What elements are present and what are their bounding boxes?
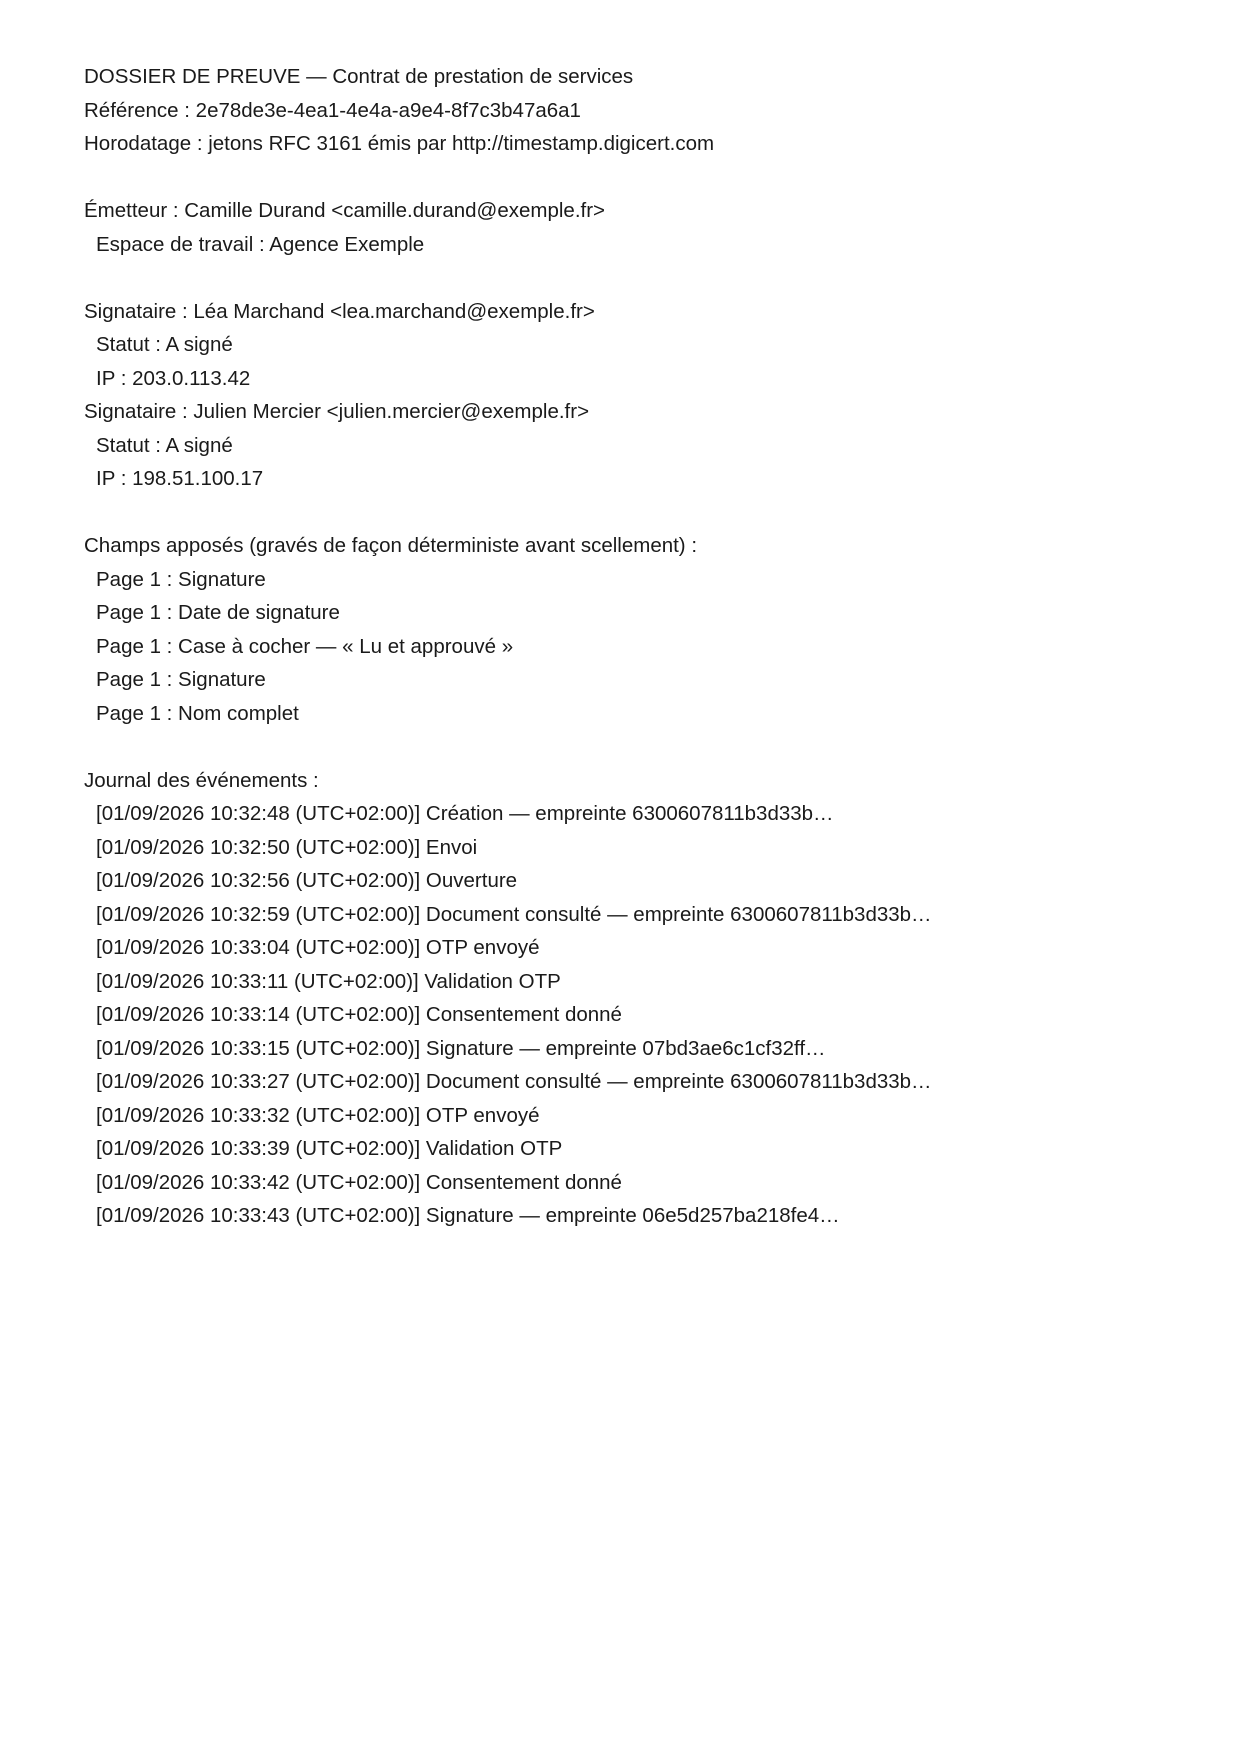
journal-event: [01/09/2026 10:32:56 (UTC+02:00)] Ouverture (96, 869, 518, 892)
signatory-block (84, 395, 1184, 496)
document-title: DOSSIER DE PREUVE — Contrat de prestation de services (84, 65, 634, 88)
journal-event: [01/09/2026 10:33:43 (UTC+02:00)] Signature — empreinte 06e5d257ba218fe4… (96, 1204, 840, 1227)
journal-event: [01/09/2026 10:33:14 (UTC+02:00)] Consentement donné (96, 1003, 622, 1026)
issuer-line: Émetteur : Camille Durand <camille.durand@exemple.fr> (84, 199, 606, 222)
field-item: Page 1 : Signature (96, 668, 266, 691)
fields-list (84, 563, 1184, 731)
journal-event: [01/09/2026 10:33:27 (UTC+02:00)] Document consulté — empreinte 6300607811b3d33b… (96, 1070, 932, 1093)
fields-heading: Champs apposés (gravés de façon déterministe avant scellement) : (84, 534, 698, 557)
journal-event: [01/09/2026 10:33:32 (UTC+02:00)] OTP envoyé (96, 1103, 540, 1127)
journal-event: [01/09/2026 10:32:50 (UTC+02:00)] Envoi (96, 835, 478, 859)
field-item: Page 1 : Signature (96, 567, 266, 591)
timestamp-info: Horodatage : jetons RFC 3161 émis par http://timestamp.digicert.com (84, 132, 715, 155)
journal-event: [01/09/2026 10:33:15 (UTC+02:00)] Signature — empreinte 07bd3ae6c1cf32ff… (96, 1036, 826, 1060)
spacer (84, 730, 1184, 764)
spacer (84, 496, 1184, 530)
signatory-ip: IP : 203.0.113.42 (96, 366, 251, 390)
journal-list (84, 797, 1184, 1233)
journal-event: [01/09/2026 10:33:42 (UTC+02:00)] Consentement donné (96, 1170, 622, 1194)
signatory-line: Signataire : Julien Mercier <julien.mercier@exemple.fr> (84, 400, 590, 423)
signatory-ip: IP : 198.51.100.17 (96, 467, 264, 490)
signatory-line: Signataire : Léa Marchand <lea.marchand@exemple.fr> (84, 299, 595, 323)
spacer (84, 161, 1184, 195)
signatory-status: Statut : A signé (96, 433, 233, 457)
journal-event: [01/09/2026 10:33:39 (UTC+02:00)] Validation OTP (96, 1137, 563, 1160)
journal-heading: Journal des événements : (84, 768, 319, 792)
evidence-document (84, 60, 1184, 1233)
signatory-block (84, 295, 1184, 396)
journal-event: [01/09/2026 10:32:59 (UTC+02:00)] Document consulté — empreinte 6300607811b3d33b… (96, 902, 932, 926)
journal-event: [01/09/2026 10:33:11 (UTC+02:00)] Validation OTP (96, 969, 561, 993)
document-reference: Référence : 2e78de3e-4ea1-4e4a-a9e4-8f7c3b47a6a1 (84, 98, 581, 122)
journal-event: [01/09/2026 10:33:04 (UTC+02:00)] OTP envoyé (96, 936, 540, 959)
signatory-status: Statut : A signé (96, 333, 233, 356)
journal-event: [01/09/2026 10:32:48 (UTC+02:00)] Création — empreinte 6300607811b3d33b… (96, 802, 834, 825)
field-item: Page 1 : Nom complet (96, 701, 299, 725)
field-item: Page 1 : Date de signature (96, 601, 340, 624)
spacer (84, 261, 1184, 295)
field-item: Page 1 : Case à cocher — « Lu et approuvé » (96, 634, 514, 658)
issuer-workspace: Espace de travail : Agence Exemple (96, 232, 425, 256)
